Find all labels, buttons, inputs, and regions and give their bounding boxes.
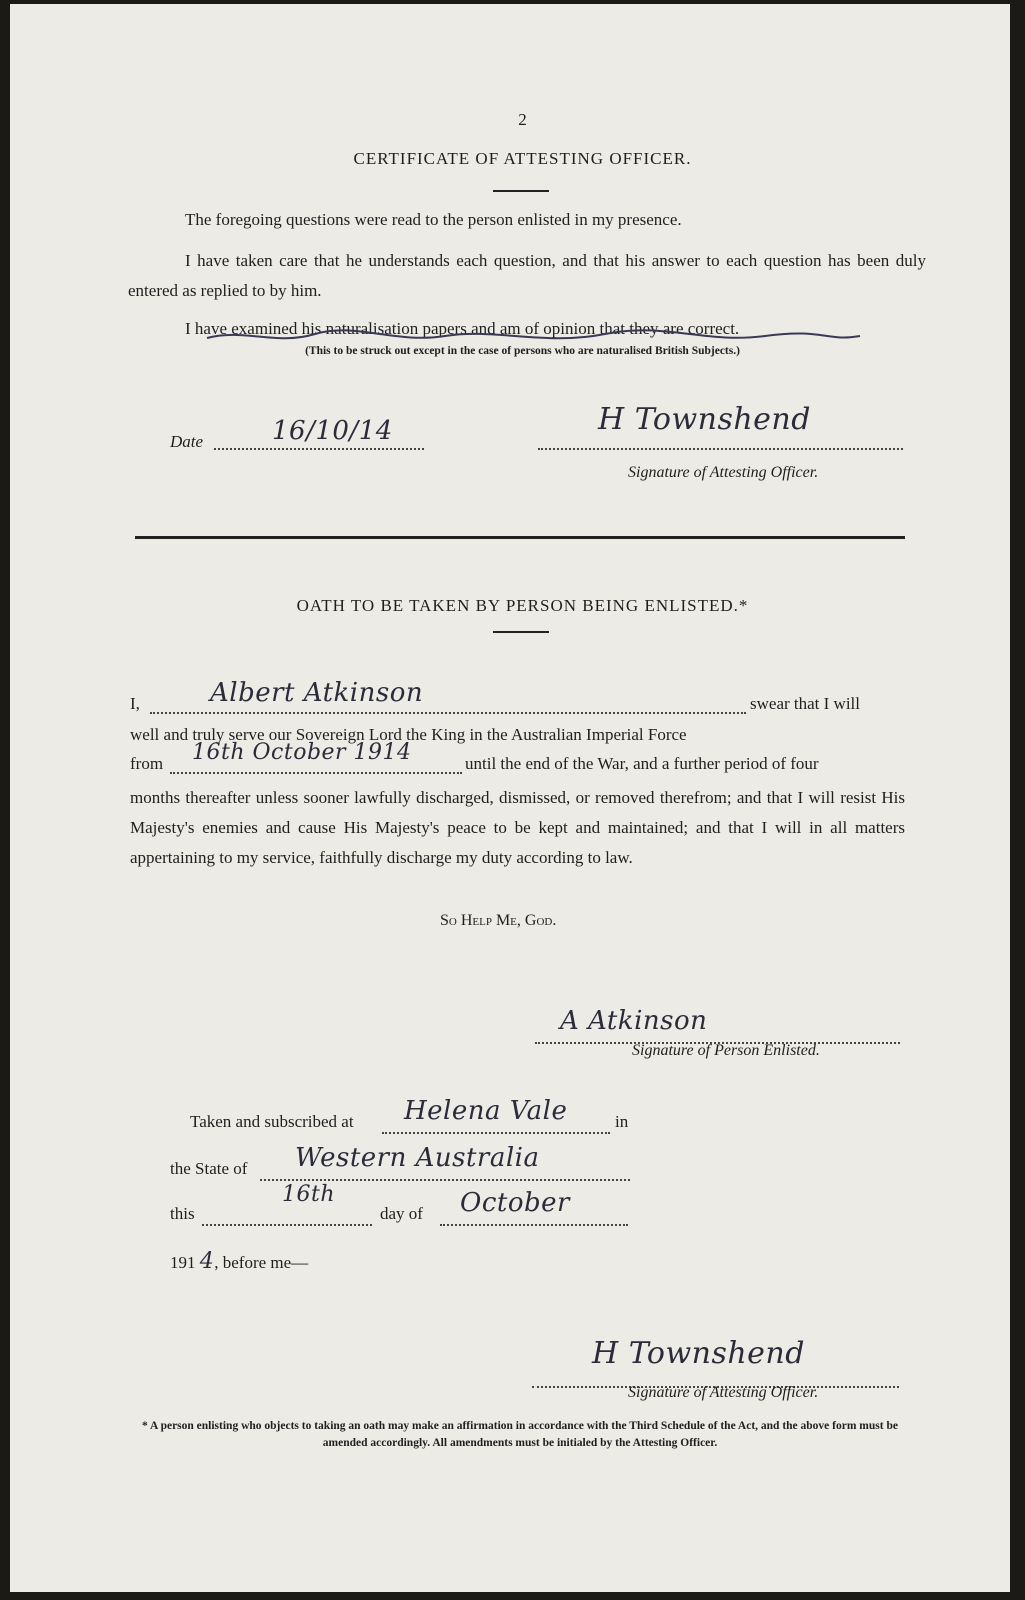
before-me-text: , before me— <box>214 1253 309 1272</box>
date-field <box>214 416 424 450</box>
state-label: the State of <box>170 1159 248 1178</box>
enlisted-signature-label: Signature of Person Enlisted. <box>632 1042 820 1059</box>
section-divider <box>135 536 905 539</box>
date-value: 16/10/14 <box>272 416 393 446</box>
oath-heading: OATH TO BE TAKEN BY PERSON BEING ENLISTED.* <box>296 596 749 615</box>
attesting-signature-field <box>538 402 903 450</box>
officer-signature-label: Signature of Attesting Officer. <box>628 1384 819 1401</box>
oath-from-field <box>170 740 462 774</box>
day-field <box>202 1182 372 1226</box>
taken-subscribed-label: Taken and subscribed at <box>190 1112 354 1131</box>
oath-name-field <box>150 678 746 714</box>
certificate-para-3-struck: I have examined his naturalisation papers and am of opinion that they are correct. <box>185 319 740 338</box>
year-value: 4 <box>199 1249 215 1274</box>
enlisted-signature-field <box>535 1006 900 1044</box>
naturalisation-note: (This to be struck out except in the case of persons who are naturalised British Subjects.) <box>305 345 740 357</box>
officer-signature: H Townshend <box>592 1336 805 1371</box>
place-field <box>382 1096 610 1134</box>
day-of-label: day of <box>380 1204 423 1223</box>
certificate-para-1: The foregoing questions were read to the person enlisted in my presence. <box>185 210 682 229</box>
oath-line-2: well and truly serve our Sovereign Lord the King in the Australian Imperial Force <box>130 725 687 744</box>
state-value: Western Australia <box>295 1143 540 1173</box>
place-value: Helena Vale <box>404 1096 568 1126</box>
footnote: * A person enlisting who objects to taking an oath may make an affirmation in accordance with the Third Schedule of the Act, and the above form must be amended accordingly. All amendments must be initialed by the Attesting Officer. <box>142 1420 898 1449</box>
oath-from-label: from <box>130 754 164 773</box>
this-label: this <box>170 1204 195 1223</box>
oath-remaining-text: months thereafter unless sooner lawfully discharged, dismissed, or removed therefrom; and that I will resist His Majesty's enemies and cause His Majesty's peace to be kept and maintained; and that I will in all matters appertaining to my service, faithfully discharge my duty according to law. <box>130 788 905 867</box>
oath-heading-divider <box>493 631 549 633</box>
year-line <box>170 1249 308 1274</box>
in-label: in <box>615 1112 629 1131</box>
month-field <box>440 1188 628 1226</box>
attesting-signature: H Townshend <box>598 402 811 437</box>
heading-divider <box>493 190 549 192</box>
date-label: Date <box>170 432 204 451</box>
certificate-para-2: I have taken care that he understands each question, and that his answer to each question has been duly entered as replied to by him. <box>128 251 926 300</box>
enlisted-signature: A Atkinson <box>560 1006 708 1036</box>
oath-from-value: 16th October 1914 <box>192 740 412 765</box>
attesting-signature-label: Signature of Attesting Officer. <box>628 464 819 481</box>
oath-name-value: Albert Atkinson <box>210 678 424 708</box>
month-value: October <box>460 1188 570 1218</box>
so-help-text: So Help Me, God. <box>440 912 557 929</box>
year-prefix: 191 <box>170 1253 196 1272</box>
oath-i-label: I, <box>130 694 140 713</box>
certificate-heading: CERTIFICATE OF ATTESTING OFFICER. <box>353 149 692 168</box>
oath-swear-text: swear that I will <box>750 694 860 713</box>
oath-until-text: until the end of the War, and a further period of four <box>465 754 819 773</box>
state-field <box>260 1143 630 1181</box>
page-number: 2 <box>518 110 527 129</box>
document-page <box>10 4 1010 1592</box>
day-value: 16th <box>282 1182 336 1207</box>
